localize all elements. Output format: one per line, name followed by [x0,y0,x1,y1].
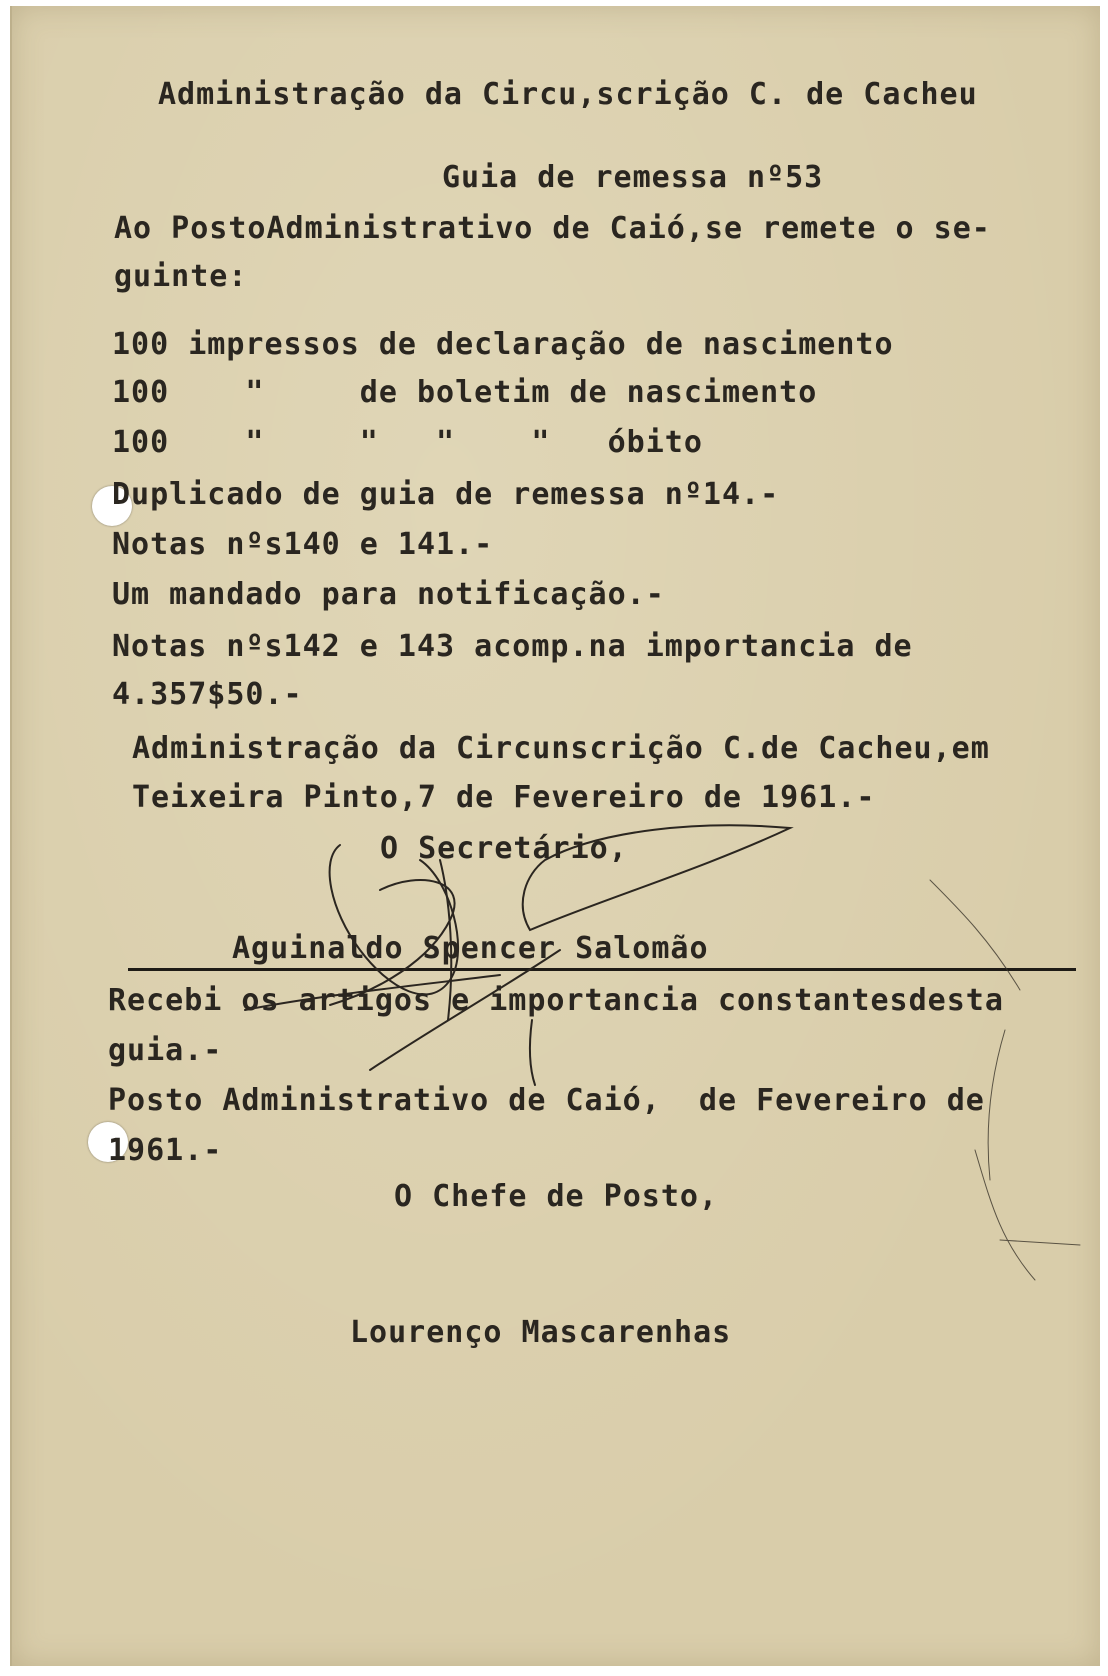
item-line: Um mandado para notificação.- [112,577,665,612]
item-line: 100 " " " " óbito [112,425,703,460]
document-title: Guia de remessa nº53 [442,160,824,195]
office-heading: Administração da Circu,scrição C. de Cacheu [158,77,978,112]
item-line: 4.357$50.- [112,677,303,712]
item-line: Notas nºs140 e 141.- [112,527,494,562]
receipt-line-1: Recebi os artigos e importancia constantesdesta [108,983,1004,1018]
place-line-1: Administração da Circunscrição C.de Cacheu,em [132,731,990,766]
item-line: Notas nºs142 e 143 acomp.na importancia de [112,629,913,664]
intro-line-2: guinte: [114,259,248,294]
chief-name: Lourenço Mascarenhas [350,1315,732,1350]
secretary-name: Aguinaldo Spencer Salomão [232,931,709,966]
receipt-line-4: 1961.- [108,1133,223,1168]
receipt-line-2: guia.- [108,1033,223,1068]
receipt-line-3: Posto Administrativo de Caió, de Fevereiro de [108,1083,985,1118]
secretary-title: O Secretário, [380,831,628,866]
chief-title: O Chefe de Posto, [394,1179,719,1214]
item-line: Duplicado de guia de remessa nº14.- [112,477,780,512]
intro-line-1: Ao PostoAdministrativo de Caió,se remete o se- [114,211,991,246]
place-line-2: Teixeira Pinto,7 de Fevereiro de 1961.- [132,780,876,815]
item-line: 100 " de boletim de nascimento [112,375,818,410]
separator-line [128,968,1076,971]
item-line: 100 impressos de declaração de nascimento [112,327,894,362]
